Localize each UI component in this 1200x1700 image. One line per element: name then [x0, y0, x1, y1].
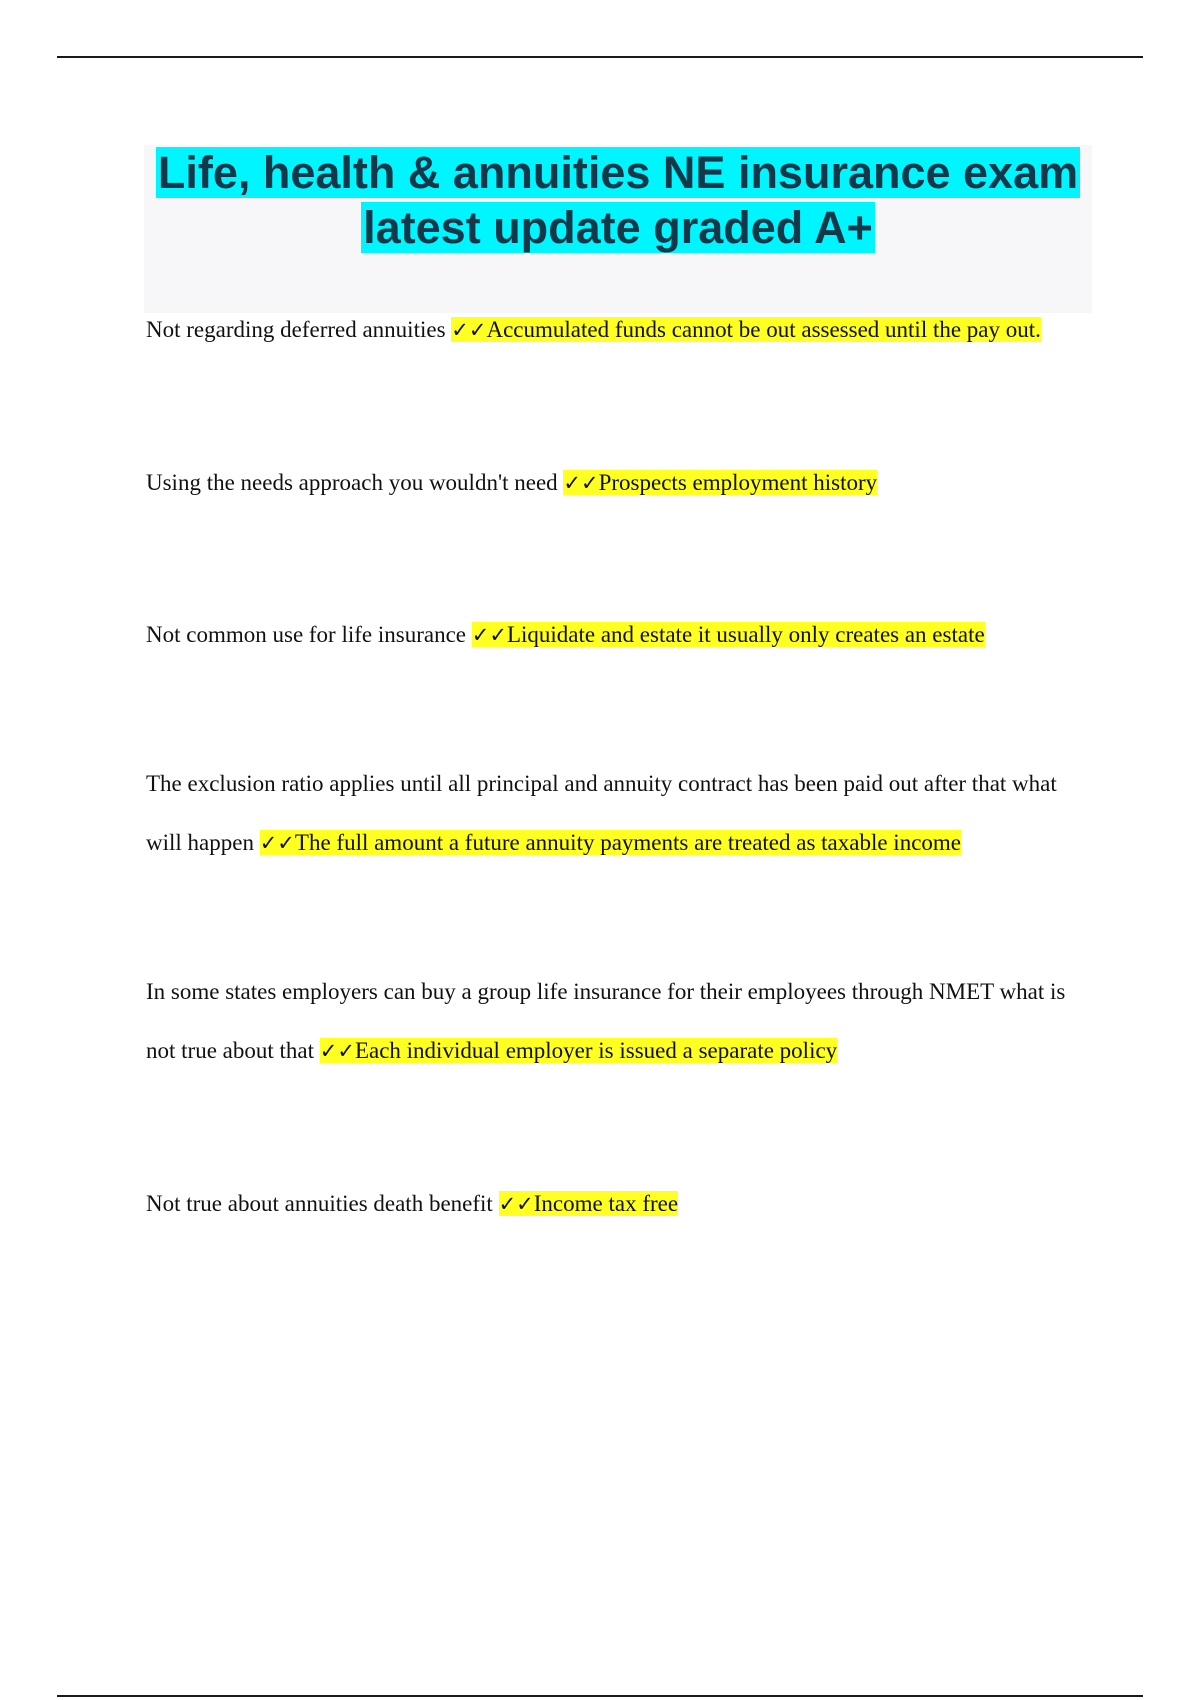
check-mark-icon: ✓✓ — [259, 831, 295, 855]
check-mark-icon: ✓✓ — [471, 623, 507, 647]
question-text: In some states employers can buy a group life insurance for their employees through NMET what is not true about that — [146, 979, 1066, 1063]
answer-highlight — [320, 1038, 837, 1063]
answer-highlight — [260, 830, 961, 855]
qa-item-1 — [146, 300, 1096, 360]
answer-highlight — [472, 622, 985, 647]
answer-highlight — [563, 470, 877, 495]
footer-rule — [57, 1695, 1143, 1697]
question-text: Not common use for life insurance — [146, 622, 472, 647]
check-mark-icon: ✓✓ — [451, 318, 487, 342]
qa-item-6 — [146, 1174, 1096, 1234]
answer-highlight — [499, 1191, 679, 1216]
title-box — [144, 145, 1092, 313]
check-mark-icon: ✓✓ — [563, 471, 599, 495]
question-text: The exclusion ratio applies until all principal and annuity contract has been paid out after that what will happen — [146, 771, 1057, 855]
answer-text: Income tax free — [533, 1191, 679, 1216]
answer-text: Liquidate and estate it usually only creates an estate — [506, 622, 985, 647]
answer-text: Each individual employer is issued a separate policy — [354, 1038, 838, 1063]
answer-highlight — [451, 317, 1041, 342]
header-rule — [57, 56, 1143, 58]
qa-item-2 — [146, 453, 1096, 513]
document-title-text: Life, health & annuities NE insurance exam latest update graded A+ — [157, 147, 1079, 253]
document-title — [144, 145, 1092, 255]
qa-item-3 — [146, 605, 1096, 665]
qa-item-5 — [146, 962, 1096, 1081]
question-text: Not regarding deferred annuities — [146, 317, 452, 342]
answer-text: The full amount a future annuity payments are treated as taxable income — [294, 830, 962, 855]
answer-text: Accumulated funds cannot be out assessed until the pay out. — [486, 317, 1041, 342]
question-text: Using the needs approach you wouldn't need — [146, 470, 564, 495]
answer-text: Prospects employment history — [598, 470, 878, 495]
check-mark-icon: ✓✓ — [498, 1192, 534, 1216]
question-text: Not true about annuities death benefit — [146, 1191, 499, 1216]
check-mark-icon: ✓✓ — [319, 1039, 355, 1063]
qa-item-4 — [146, 754, 1096, 873]
